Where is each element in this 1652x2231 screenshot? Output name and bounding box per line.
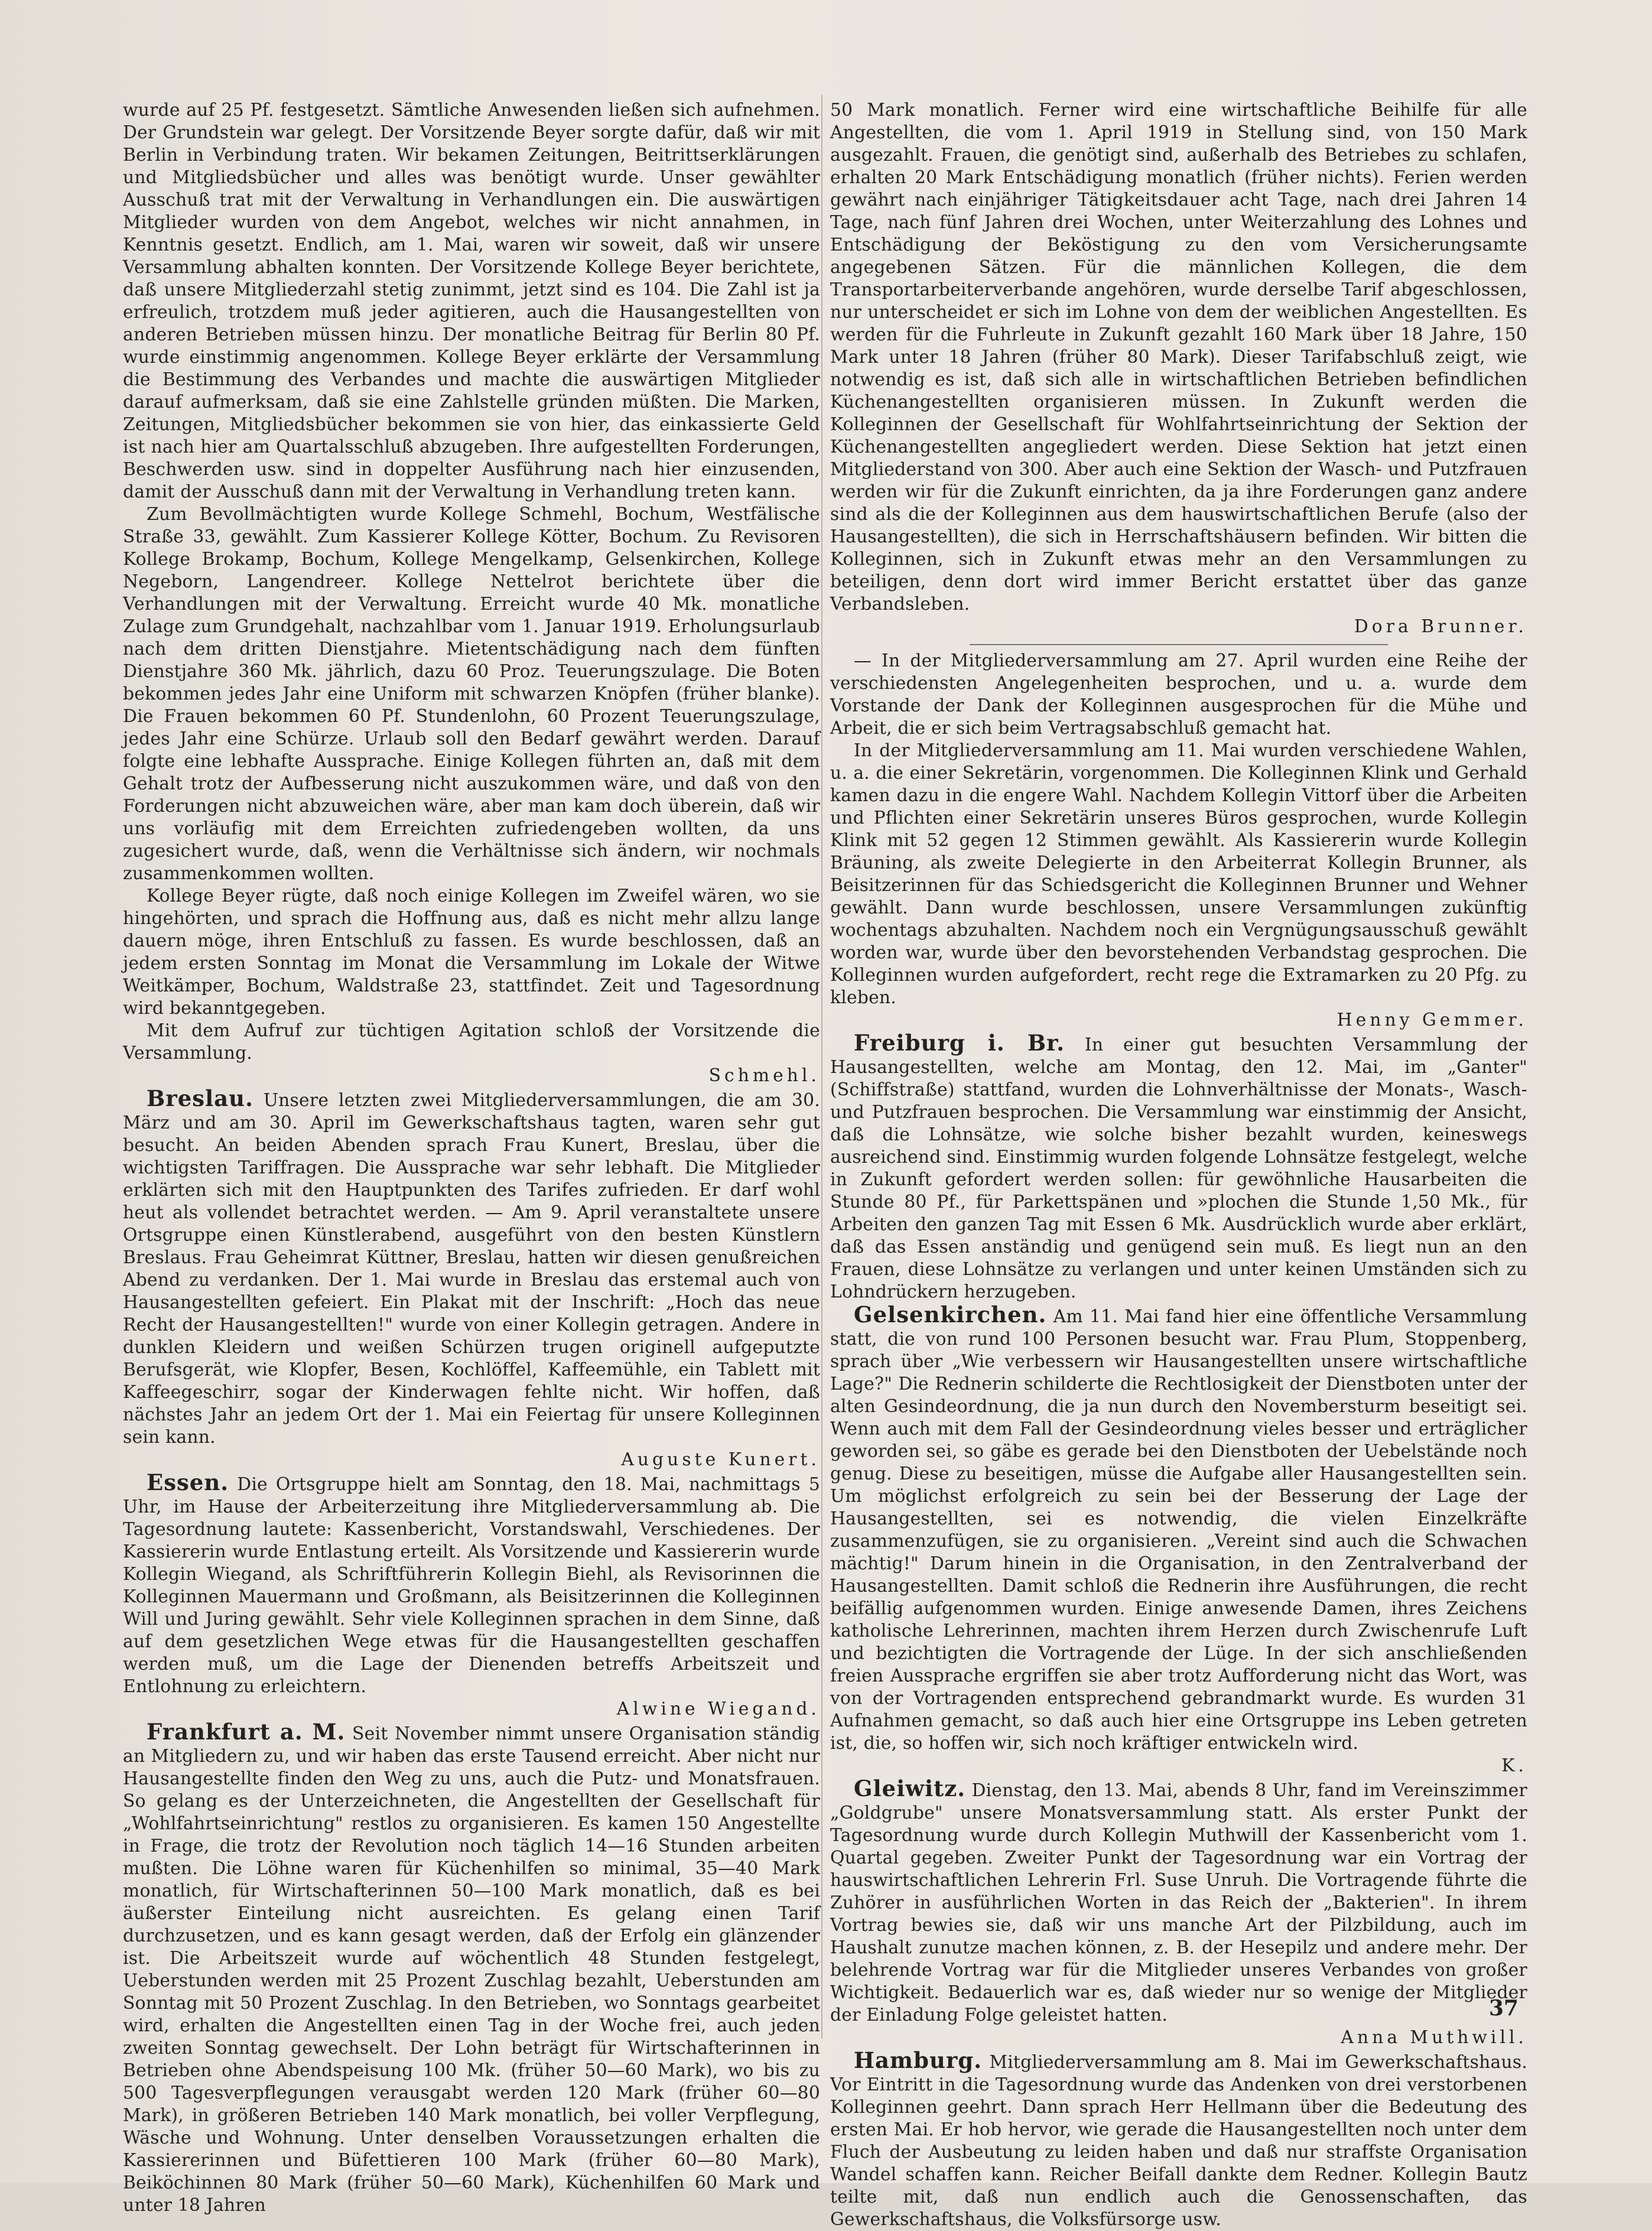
paragraph: — In der Mitgliederversammlung am 27. April wurden eine Reihe der verschiedensten Angelegenheiten besprochen, und u. a. wurde dem Vorstande der Dank der Kolleginnen ausgesprochen für die Mühe und Arbeit, die er sich beim Vertragsabschluß gemacht hat. bbox=[830, 651, 1527, 739]
section-frankfurt bbox=[123, 1721, 820, 2217]
paragraph: Kollege Beyer rügte, daß noch einige Kollegen im Zweifel wären, wo sie hingehörten, und sprach die Hoffnung aus, daß es nicht mehr allzu lange dauern möge, ihren Entschluß zu fassen. Es wurde beschlossen, daß an jedem ersten Sonntag im Monat die Versammlung im Lokale der Witwe Weitkämper, Bochum, Waldstraße 23, stattfindet. Zeit und Tagesordnung wird bekanntgegeben. bbox=[123, 886, 820, 1019]
signature: K. bbox=[1501, 1755, 1527, 1776]
section-heading: Freiburg i. Br. bbox=[854, 1030, 1065, 1056]
section-essen bbox=[123, 1471, 820, 1698]
section-text: Seit November nimmt unsere Organisation ständig an Mitgliedern zu, und wir haben das erste Tausend erreicht. Aber nicht nur Hausangestellte finden den Weg zu uns, auch die Putz- und Monatsfrauen. So gelang es der Unterzeichneten, die Angestellten der Gesellschaft für „Wohlfahrtseinrichtung" restlos zu organisieren. Es kamen 150 Angestellte in Frage, die trotz der Revolution noch täglich 14—16 Stunden arbeiten mußten. Die Löhne waren für Küchenhilfen so minimal, 35—40 Mark monatlich, für Wirtschafterinnen 50—100 Mark monatlich, daß es bei äußerster Einteilung nicht ausreichten. Es gelang einen Tarif durchzusetzen, und es kann gesagt werden, daß der Erfolg ein glänzender ist. Die Arbeitszeit wurde auf wöchentlich 48 Stunden festgelegt, Ueberstunden werden mit 25 Prozent Zuschlag bezahlt, Ueberstunden am Sonntag mit 50 Prozent Zuschlag. In den Betrieben, wo Sonntags gearbeitet wird, erhalten die Angestellten einen Tag in der Woche frei, auch jeden zweiten Sonntag gewechselt. Der Lohn beträgt für Wirtschafterinnen in Betrieben ohne Abendspeisung 100 Mk. (früher 50—60 Mark), wo bis zu 500 Tagesverpflegungen verausgabt werden 120 Mark (früher 60—80 Mark), in größeren Betrieben 140 Mark monatlich, bei voller Verpflegung, Wäsche und Wohnung. Unter denselben Voraussetzungen erhalten die Kassiererinnen und Büfettieren 100 Mark (früher 60—80 Mark), Beiköchinnen 80 Mark (früher 50—60 Mark), Küchenhilfen 60 Mark und unter 18 Jahren bbox=[123, 1723, 821, 2216]
section-heading: Breslau. bbox=[147, 1085, 253, 1111]
section-hamburg bbox=[830, 2049, 1527, 2231]
signature: Schmehl. bbox=[708, 1065, 820, 1086]
right-column bbox=[830, 99, 1527, 2231]
paragraph: 50 Mark monatlich. Ferner wird eine wirtschaftliche Beihilfe für alle Angestellten, die vom 1. April 1919 in Stellung sind, von 150 Mark ausgezahlt. Frauen, die genötigt sind, außerhalb des Betriebes zu schlafen, erhalten 20 Mark Entschädigung monatlich (früher nichts). Ferien werden gewährt nach einjähriger Tätigkeitsdauer acht Tage, nach drei Jahren 14 Tage, nach fünf Jahren drei Wochen, unter Weiterzahlung des Lohnes und Entschädigung der Beköstigung zu den vom Versicherungsamte angegebenen Sätzen. Für die männlichen Kollegen, die dem Transportarbeiterverbande angehören, wurde derselbe Tarif abgeschlossen, nur unterscheidet er sich im Lohne von dem der weiblichen Angestellten. Es werden für die Fuhrleute in Zukunft gezahlt 160 Mark über 18 Jahre, 150 Mark unter 18 Jahren (früher 80 Mark). Dieser Tarifabschluß zeigt, wie notwendig es ist, daß sich alle in wirtschaftlichen Betrieben befindlichen Küchenangestellten organisieren müssen. In Zukunft werden die Kolleginnen der Gesellschaft für Wohlfahrtseinrichtung der Sektion der Küchenangestellten angegliedert werden. Diese Sektion hat jetzt einen Mitgliederstand von 300. Aber auch eine Sektion der Wasch- und Putzfrauen werden wir für die Zukunft einrichten, da ja ihre Forderungen ganz andere sind als die der Kolleginnen aus dem hauswirtschaftlichen Berufe (also der Hausangestellten), die sich in Herrschaftshäusern befinden. Wir bitten die Kolleginnen, sich in Zukunft etwas mehr an den Versammlungen zu beteiligen, denn dort wird immer Bericht erstattet über das ganze Verbandsleben. bbox=[830, 100, 1527, 614]
signature: Dora Brunner. bbox=[1354, 616, 1527, 637]
left-column bbox=[123, 99, 820, 2217]
signature: Anna Muthwill. bbox=[1341, 2027, 1527, 2048]
paragraph: In der Mitgliederversammlung am 11. Mai wurden verschiedene Wahlen, u. a. die einer Sekretärin, vorgenommen. Die Kolleginnen Klink und Gerhald kamen dazu in die engere Wahl. Nachdem Kollegin Vittorf über die Arbeiten und Pflichten einer Sekretärin unseres Büros gesprochen, wurde Kollegin Klink mit 52 gegen 12 Stimmen gewählt. Als Kassiererin wurde Kollegin Bräuning, als zweite Delegierte in den Arbeiterrat Kollegin Brunner, als Beisitzerinnen für das Schiedsgericht die Kolleginnen Brunner und Wehner gewählt. Dann wurde beschlossen, unsere Versammlungen zukünftig wochentags abzuhalten. Nachdem noch ein Vergnügungsausschuß gewählt worden war, wurde über den bevorstehenden Verbandstag gesprochen. Die Kolleginnen wurden aufgefordert, recht rege die Extramarken zu 20 Pfg. zu kleben. bbox=[830, 740, 1527, 1008]
section-freiburg bbox=[830, 1032, 1527, 1303]
section-text: Unsere letzten zwei Mitgliederversammlungen, die am 30. März und am 30. April im Gewerkschaftshaus tagten, waren sehr gut besucht. An beiden Abenden sprach Frau Kunert, Breslau, über die wichtigsten Tariffragen. Die Aussprache war sehr lebhaft. Die Mitglieder erklärten sich mit den Hauptpunkten des Tarifes zufrieden. Er darf wohl heut als vollendet betrachtet werden. — Am 9. April veranstaltete unsere Ortsgruppe einen Künstlerabend, ausgeführt von den besten Künstlern Breslaus. Frau Geheimrat Küttner, Breslau, hatten wir diesen genußreichen Abend zu verdanken. Der 1. Mai wurde in Breslau das erstemal auch von Hausangestellten gefeiert. Ein Plakat mit der Inschrift: „Hoch das neue Recht der Hausangestellten!" wurde von einer Kollegin getragen. Andere in dunklen Kleidern und weißen Schürzen trugen originell aufgeputzte Berufsgerät, wie Klopfer, Besen, Kochlöffel, Kaffeemühle, ein Tablett mit Kaffeegeschirr, sogar der Kinderwagen fehlte nicht. Wir hoffen, daß nächstes Jahr an jedem Ort der 1. Mai ein Feiertag für unsere Kolleginnen sein kann. bbox=[123, 1090, 820, 1448]
signature: Auguste Kunert. bbox=[621, 1449, 820, 1470]
section-text: Am 11. Mai fand hier eine öffentliche Versammlung statt, die von rund 100 Personen besucht war. Frau Plum, Stoppenberg, sprach über „Wie verbessern wir Hausangestellten unsere wirtschaftliche Lage?" Die Rednerin schilderte die Rechtlosigkeit der Dienstboten unter der alten Gesindeordnung, die ja nun durch den Novembersturm beseitigt sei. Wenn auch mit dem Fall der Gesindeordnung vieles besser und erträglicher geworden sei, so gäbe es gerade bei den Dienstboten der Uebelstände noch genug. Diese zu beseitigen, müsse die Aufgabe aller Hausangestellten sein. Um möglichst erfolgreich zu sein bei der Besserung der Lage der Hausangestellten, sei es notwendig, die vielen Einzelkräfte zusammenzufügen, sie zu organisieren. „Vereint sind auch die Schwachen mächtig!" Darum hinein in die Organisation, in den Zentralverband der Hausangestellten. Damit schloß die Rednerin ihre Ausführungen, die recht beifällig aufgenommen wurden. Einige anwesende Damen, ihres Zeichens katholische Lehrerinnen, machten ihrem Herzen durch Zwischenrufe Luft und bezichtigten die Vortragende der Lüge. In der sich anschließenden freien Aussprache ergriffen sie aber trotz Aufforderung nicht das Wort, was von der Vortragenden entsprechend gebrandmarkt wurde. Es wurden 31 Aufnahmen gemacht, so daß auch hier eine Ortsgruppe ins Leben getreten ist, die, so hoffen wir, sich noch kräftiger entwickeln wird. bbox=[830, 1306, 1527, 1754]
section-text: Mitgliederversammlung am 8. Mai im Gewerkschaftshaus. Vor Eintritt in die Tagesordnung wurde das Andenken von drei verstorbenen Kolleginnen geehrt. Dann sprach Herr Hellmann über die Bedeutung des ersten Mai. Er hob hervor, wie gerade die Hausangestellten noch unter dem Fluch der Ausbeutung zu leiden haben und daß nur straffste Organisation Wandel schaffen kann. Reicher Beifall dankte dem Redner. Kollegin Bautz teilte mit, daß nun endlich auch die Genossenschaften, das Gewerkschaftshaus, die Volksfürsorge usw. bbox=[830, 2052, 1527, 2230]
signature: Henny Gemmer. bbox=[1336, 1010, 1527, 1030]
section-gelsenkirchen bbox=[830, 1303, 1527, 1755]
section-heading: Frankfurt a. M. bbox=[147, 1719, 346, 1745]
paragraph: Zum Bevollmächtigten wurde Kollege Schmehl, Bochum, Westfälische Straße 33, gewählt. Zum Kassierer Kollege Kötter, Bochum. Zu Revisoren Kollege Brokamp, Bochum, Kollege Mengelkamp, Gelsenkirchen, Kollege Negeborn, Langendreer. Kollege Nettelrot berichtete über die Verhandlungen mit der Verwaltung. Erreicht wurde 40 Mk. monatliche Zulage zum Grundgehalt, nachzahlbar vom 1. Januar 1919. Erholungsurlaub nach dem dritten Dienstjahre. Mietentschädigung nach dem fünften Dienstjahre 360 Mk. jährlich, dazu 60 Proz. Teuerungszulage. Die Boten bekommen jedes Jahr eine Uniform mit schwarzen Knöpfen (früher blanke). Die Frauen bekommen 60 Pf. Stundenlohn, 60 Prozent Teuerungszulage, jedes Jahr eine Schürze. Urlaub soll den Bedarf gewährt werden. Darauf folgte eine lebhafte Aussprache. Einige Kollegen führten an, daß mit dem Gehalt trotz der Aufbesserung nicht auszukommen wäre, und daß von den Forderungen nicht abzuweichen wäre, aber man kam doch überein, daß wir uns vorläufig mit dem Erreichten zufriedengeben wollten, da uns zugesichert wurde, daß, wenn die Verhältnisse sich ändern, wir nochmals zusammenkommen wollten. bbox=[123, 504, 820, 884]
section-heading: Gleiwitz. bbox=[854, 1775, 966, 1801]
section-heading: Essen. bbox=[147, 1469, 229, 1495]
section-heading: Hamburg. bbox=[854, 2047, 983, 2073]
page-number: 37 bbox=[1489, 1996, 1519, 2021]
paragraph: Mit dem Aufruf zur tüchtigen Agitation schloß der Vorsitzende die Versammlung. bbox=[123, 1020, 820, 1064]
separator-rule bbox=[970, 644, 1388, 645]
section-text: In einer gut besuchten Versammlung der Hausangestellten, welche am Montag, den 12. Mai, im „Ganter" (Schiffstraße) stattfand, wurden die Lohnverhältnisse der Monats-, Wasch- und Putzfrauen besprochen. Die Versammlung war einstimmig der Ansicht, daß die Lohnsätze, wie solche bisher bezahlt wurden, keineswegs ausreichend sind. Einstimmig wurden folgende Lohnsätze festgelegt, welche in Zukunft gefordert werden sollen: für gewöhnliche Hausarbeiten die Stunde 80 Pf., für Parkettspänen und »plochen die Stunde 1,50 Mk., für Arbeiten den ganzen Tag mit Essen 6 Mk. Ausdrücklich wurde aber erklärt, daß das Essen anständig und genügend sein muß. Es liegt nun an den Frauen, diese Lohnsätze zu verlangen und unter keinen Umständen sich zu Lohndrückern herzugeben. bbox=[830, 1035, 1528, 1302]
section-heading: Gelsenkirchen. bbox=[854, 1302, 1047, 1328]
section-text: Die Ortsgruppe hielt am Sonntag, den 18. Mai, nachmittags 5 Uhr, im Hause der Arbeiterzeitung ihre Mitgliederversammlung ab. Die Tagesordnung lautete: Kassenbericht, Vorstandswahl, Verschiedenes. Der Kassiererin wurde Entlastung erteilt. Als Vorsitzende und Kassiererin wurde Kollegin Wiegand, als Schriftführerin Kollegin Biehl, als Revisorinnen die Kolleginnen Mauermann und Großmann, als Beisitzerinnen die Kolleginnen Will und Juring gewählt. Sehr viele Kolleginnen sprachen in dem Sinne, daß auf dem gesetzlichen Wege etwas für die Hausangestellten geschaffen werden muß, um die Lage der Dienenden betreffs Arbeitszeit und Entlohnung zu erleichtern. bbox=[123, 1474, 821, 1697]
column-divider bbox=[821, 95, 822, 2038]
section-gleiwitz bbox=[830, 1777, 1527, 2027]
signature: Alwine Wiegand. bbox=[616, 1699, 820, 1719]
section-text: Dienstag, den 13. Mai, abends 8 Uhr, fand im Vereinszimmer „Goldgrube" unsere Monatsversammlung statt. Als erster Punkt der Tagesordnung wurde durch Kollegin Muthwill der Kassenbericht vom 1. Quartal gegeben. Zweiter Punkt der Tagesordnung war ein Vortrag der hauswirtschaftlichen Lehrerin Frl. Suse Unruh. Die Vortragende führte die Zuhörer in ausführlichen Worten in das Reich der „Bakterien". In ihrem Vortrag bewies sie, daß wir uns manche Art der Pilzbildung, auch im Haushalt zunutze machen können, z. B. der Hesepilz und andere mehr. Der belehrende Vortrag war für die Mitglieder unseres Verbandes von großer Wichtigkeit. Bedauerlich war es, daß wieder nur so wenige der Mitglieder der Einladung Folge geleistet hatten. bbox=[830, 1780, 1528, 2025]
paragraph: wurde auf 25 Pf. festgesetzt. Sämtliche Anwesenden ließen sich aufnehmen. Der Grundstein war gelegt. Der Vorsitzende Beyer sorgte dafür, daß wir mit Berlin in Verbindung traten. Wir bekamen Zeitungen, Beitrittserklärungen und Mitgliedsbücher und alles was benötigt wurde. Unser gewählter Ausschuß trat mit der Verwaltung in Verhandlungen ein. Die auswärtigen Mitglieder wurden von dem Angebot, welches wir nicht annahmen, in Kenntnis gesetzt. Endlich, am 1. Mai, waren wir soweit, daß wir unsere Versammlung abhalten konnten. Der Vorsitzende Kollege Beyer berichtete, daß unsere Mitgliederzahl stetig zunimmt, jetzt sind es 104. Die Zahl ist ja erfreulich, trotzdem muß jeder agitieren, auch die Hausangestellten von anderen Betrieben müssen hinzu. Der monatliche Beitrag für Berlin 80 Pf. wurde einstimmig angenommen. Kollege Beyer erklärte der Versammlung die Bestimmung des Verbandes und machte die auswärtigen Mitglieder darauf aufmerksam, daß sie eine Zahlstelle gründen müßten. Die Marken, Zeitungen, Mitgliedsbücher bekommen sie von hier, das einkassierte Geld ist nach hier am Quartalsschluß abzugeben. Ihre aufgestellten Forderungen, Beschwerden usw. sind in doppelter Ausführung nach hier einzusenden, damit der Ausschuß dann mit der Verwaltung in Verhandlung treten kann. bbox=[123, 100, 820, 502]
section-breslau bbox=[123, 1087, 820, 1449]
